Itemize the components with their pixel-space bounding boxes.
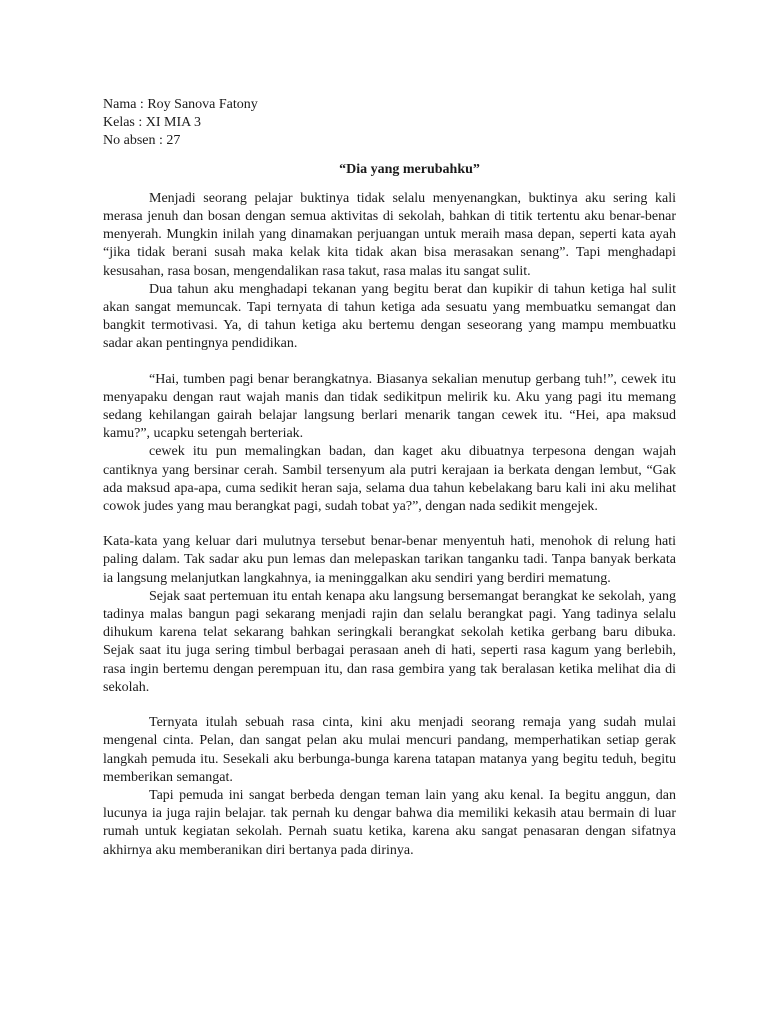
paragraph-1: Menjadi seorang pelajar buktinya tidak selalu menyenangkan, buktinya aku sering kali merasa jenuh dan bosan dengan semua aktivitas di sekolah, bahkan di titik tertentu aku benar-benar menyerah. Mungkin inilah yang dinamakan perjuangan untuk meraih masa depan, seperti kata ayah “jika tidak berani susah maka kelak kita tidak akan bisa merasakan senang”. Tapi menghadapi kesusahan, rasa bosan, mengendalikan rasa takut, rasa malas itu sangat sulit. xyxy=(103,190,676,279)
student-info xyxy=(103,96,676,151)
student-class: Kelas : XI MIA 3 xyxy=(103,115,201,131)
paragraph-7: Ternyata itulah sebuah rasa cinta, kini aku menjadi seorang remaja yang sudah mulai mengenal cinta. Pelan, dan sangat pelan aku mulai mencuri pandang, memperhatikan setiap gerak langkah pemuda itu. Sesekali aku berbunga-bunga karena tatapan matanya yang begitu teduh, begitu memberikan semangat. xyxy=(103,715,676,785)
paragraph-6: Sejak saat pertemuan itu entah kenapa aku langsung bersemangat berangkat ke sekolah, yang tadinya malas bangun pagi sekarang menjadi rajin dan selalu berangkat pagi. Yang tadinya selalu dihukum karena telat sekarang bahkan seringkali berangkat sekolah ketika gerbang baru dibuka. Sejak saat itu juga sering timbul berbagai perasaan aneh di hati, seperti rasa kagum yang berlebih, rasa ingin bertemu dengan perempuan itu, dan rasa gembira yang tak beralasan ketika melihat dia di sekolah. xyxy=(103,588,676,695)
paragraph-8: Tapi pemuda ini sangat berbeda dengan teman lain yang aku kenal. Ia begitu anggun, dan lucunya ia juga rajin belajar. tak pernah ku dengar bahwa dia memiliki kekasih atau bermain di luar rumah untuk kegiatan sekolah. Pernah suatu ketika, karena aku sangat penasaran dengan sifatnya akhirnya aku memberanikan diri bertanya pada dirinya. xyxy=(103,787,676,858)
paragraph-2: Dua tahun aku menghadapi tekanan yang begitu berat dan kupikir di tahun ketiga hal sulit akan sangat memuncak. Tapi ternyata di tahun ketiga ada sesuatu yang membuatku semangat dan bangkit termotivasi. Ya, di tahun ketiga aku bertemu dengan seseorang yang mampu membuatku sadar akan pentingnya pendidikan. xyxy=(103,281,676,352)
student-absen-number: No absen : 27 xyxy=(103,133,181,149)
story-title: “Dia yang merubahku” xyxy=(339,161,480,177)
paragraph-4: cewek itu pun memalingkan badan, dan kaget aku dibuatnya terpesona dengan wajah cantiknya yang bersinar cerah. Sambil tersenyum ala putri kerajaan ia berkata dengan lembut, “Gak ada maksud apa-apa, cuma sedikit heran saja, selama dua tahun kebelakang baru kali ini aku melihat cowok judes yang mau berangkat pagi, sudah tobat ya?”, dengan nada sedikit mengejek. xyxy=(103,444,676,515)
story-body xyxy=(103,190,676,860)
student-name: Nama : Roy Sanova Fatony xyxy=(103,97,258,112)
paragraph-5: Kata-kata yang keluar dari mulutnya tersebut benar-benar menyentuh hati, menohok di relung hati paling dalam. Tak sadar aku pun lemas dan melepaskan tarikan tanganku tadi. Tanpa banyak berkata ia langsung melanjutkan langkahnya, ia meninggalkan aku sendiri yang berdiri mematung. xyxy=(103,534,676,586)
paragraph-3: “Hai, tumben pagi benar berangkatnya. Biasanya sekalian menutup gerbang tuh!”, cewek itu menyapaku dengan raut wajah manis dan tidak sedikitpun melirik ku. Aku yang pagi itu memang sedang kehilangan gairah belajar langsung berlari menarik tangan cewek itu. “Hei, apa maksud kamu?”, ucapku setengah berteriak. xyxy=(103,371,676,442)
